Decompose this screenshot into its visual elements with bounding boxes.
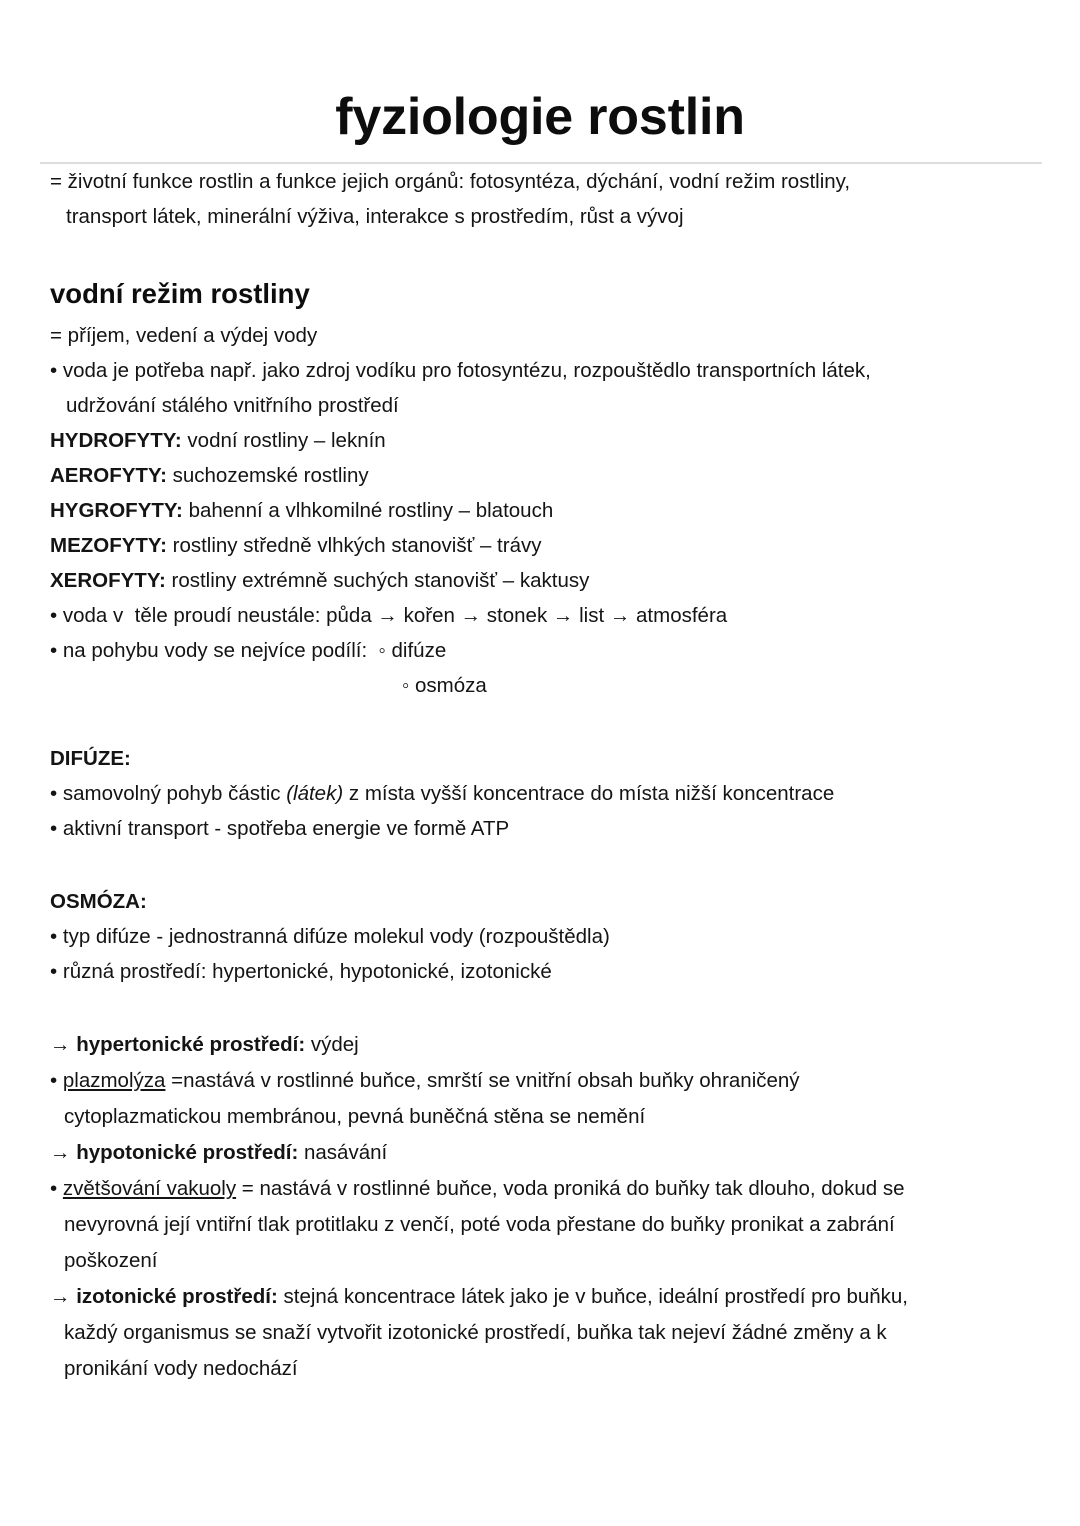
plazmolyza-line-1 [50, 1063, 1042, 1099]
difuze-bullet-1-emphasis: (látek) [286, 782, 344, 805]
vakuola-line-1 [50, 1171, 1042, 1207]
hypotonic-environment-line [50, 1135, 1042, 1171]
plant-type-desc: bahenní a vlhkomilné rostliny – blatouch [182, 499, 554, 522]
spacer [50, 989, 1042, 1027]
osmoza-bullet-1: • typ difúze - jednostranná difúze molekul vody (rozpouštědla) [50, 925, 610, 948]
sub-bullet-osmoza: ◦ osmóza [402, 674, 487, 697]
isotonic-environment-line-2: každý organismus se snaží vytvořit izotonické prostředí, buňka tak nejeví žádné změny a k [64, 1321, 887, 1344]
heading-difuze: DIFÚZE: [50, 747, 131, 770]
vakuola-line-2: nevyrovná její vntiřní tlak protitlaku z venčí, poté voda přestane do buňky pronikat a zabrání [64, 1213, 895, 1236]
plazmolyza-line-2: cytoplazmatickou membránou, pevná buněčná stěna se nemění [64, 1105, 646, 1128]
vakuola-line-3: poškození [64, 1249, 158, 1272]
plant-type-hygrofyty [50, 493, 1042, 528]
difuze-bullet-1-pre: • samovolný pohyb částic [50, 782, 287, 805]
spacer [50, 703, 1042, 741]
document-body [0, 164, 1080, 1387]
plant-type-xerofyty [50, 563, 1042, 598]
heading-vodni-rezim: vodní režim rostliny [50, 278, 310, 309]
vakuola-line-1-rest: = nastává v rostlinné buňce, voda proniká do buňky tak dlouho, dokud se [236, 1177, 905, 1200]
hypertonic-value: výdej [305, 1033, 359, 1056]
plant-type-hydrofyty [50, 423, 1042, 458]
hypertonic-term: hypertonické prostředí: [76, 1033, 306, 1056]
isotonic-term: izotonické prostředí: [76, 1285, 278, 1308]
plant-type-term: MEZOFYTY: [50, 534, 167, 557]
arrow-icon: → [50, 1141, 77, 1164]
hypotonic-term: hypotonické prostředí: [76, 1141, 299, 1164]
isotonic-environment-line-1 [50, 1279, 1042, 1315]
bullet-marker: • [50, 1069, 63, 1092]
plant-type-desc: suchozemské rostliny [166, 464, 369, 487]
plant-type-aerofyty [50, 458, 1042, 493]
intro-line-2: transport látek, minerální výživa, interakce s prostředím, růst a vývoj [66, 205, 684, 228]
spacer [50, 234, 1042, 270]
hypertonic-environment-line [50, 1027, 1042, 1063]
vakuola-keyword: zvětšování vakuoly [62, 1177, 237, 1200]
vodni-rezim-bullet-voda-line-1: • voda je potřeba např. jako zdroj vodíku pro fotosyntézu, rozpouštědlo transportních látek, [50, 359, 871, 382]
vodni-rezim-definition: = příjem, vedení a výdej vody [50, 324, 318, 347]
heading-osmoza: OSMÓZA: [50, 890, 147, 913]
spacer [50, 846, 1042, 884]
difuze-bullet-2: • aktivní transport - spotřeba energie ve formě ATP [50, 817, 510, 840]
isotonic-environment-line-3: pronikání vody nedochází [64, 1357, 298, 1380]
plazmolyza-line-1-rest: =nastává v rostlinné buňce, smrští se vnitřní obsah buňky ohraničený [165, 1069, 800, 1092]
difuze-bullet-1-post: z místa vyšší koncentrace do místa nižší koncentrace [343, 782, 835, 805]
hypotonic-value: nasávání [298, 1141, 388, 1164]
page-title: fyziologie rostlin [335, 88, 745, 146]
intro-line-1: = životní funkce rostlin a funkce jejich orgánů: fotosyntéza, dýchání, vodní režim rostliny, [50, 170, 851, 193]
plant-type-term: HYDROFYTY: [50, 429, 182, 452]
bullet-marker: • [50, 1177, 63, 1200]
plant-type-term: HYGROFYTY: [50, 499, 183, 522]
vodni-rezim-bullet-voda-line-2: udržování stálého vnitřního prostředí [66, 394, 399, 417]
isotonic-line-1-rest: stejná koncentrace látek jako je v buňce, ideální prostředí pro buňku, [277, 1285, 908, 1308]
arrow-icon: → [50, 1285, 77, 1308]
plant-type-term: XEROFYTY: [50, 569, 166, 592]
plant-type-term: AEROFYTY: [50, 464, 167, 487]
environments-block [50, 1027, 1042, 1387]
plant-type-mezofyty [50, 528, 1042, 563]
plant-type-desc: rostliny středně vlhkých stanovišť – trávy [166, 534, 542, 557]
bullet-water-flow-path: • voda v těle proudí neustále: půda → kořen → stonek → list → atmosféra [50, 604, 728, 627]
plazmolyza-keyword: plazmolýza [62, 1069, 166, 1092]
osmoza-bullet-2: • různá prostředí: hypertonické, hypotonické, izotonické [50, 960, 552, 983]
difuze-bullet-1 [50, 776, 1042, 811]
arrow-icon: → [50, 1033, 77, 1056]
bullet-water-movement: • na pohybu vody se nejvíce podílí: ◦ difúze [50, 639, 447, 662]
plant-type-desc: rostliny extrémně suchých stanovišť – kaktusy [165, 569, 590, 592]
plant-type-desc: vodní rostliny – leknín [181, 429, 386, 452]
